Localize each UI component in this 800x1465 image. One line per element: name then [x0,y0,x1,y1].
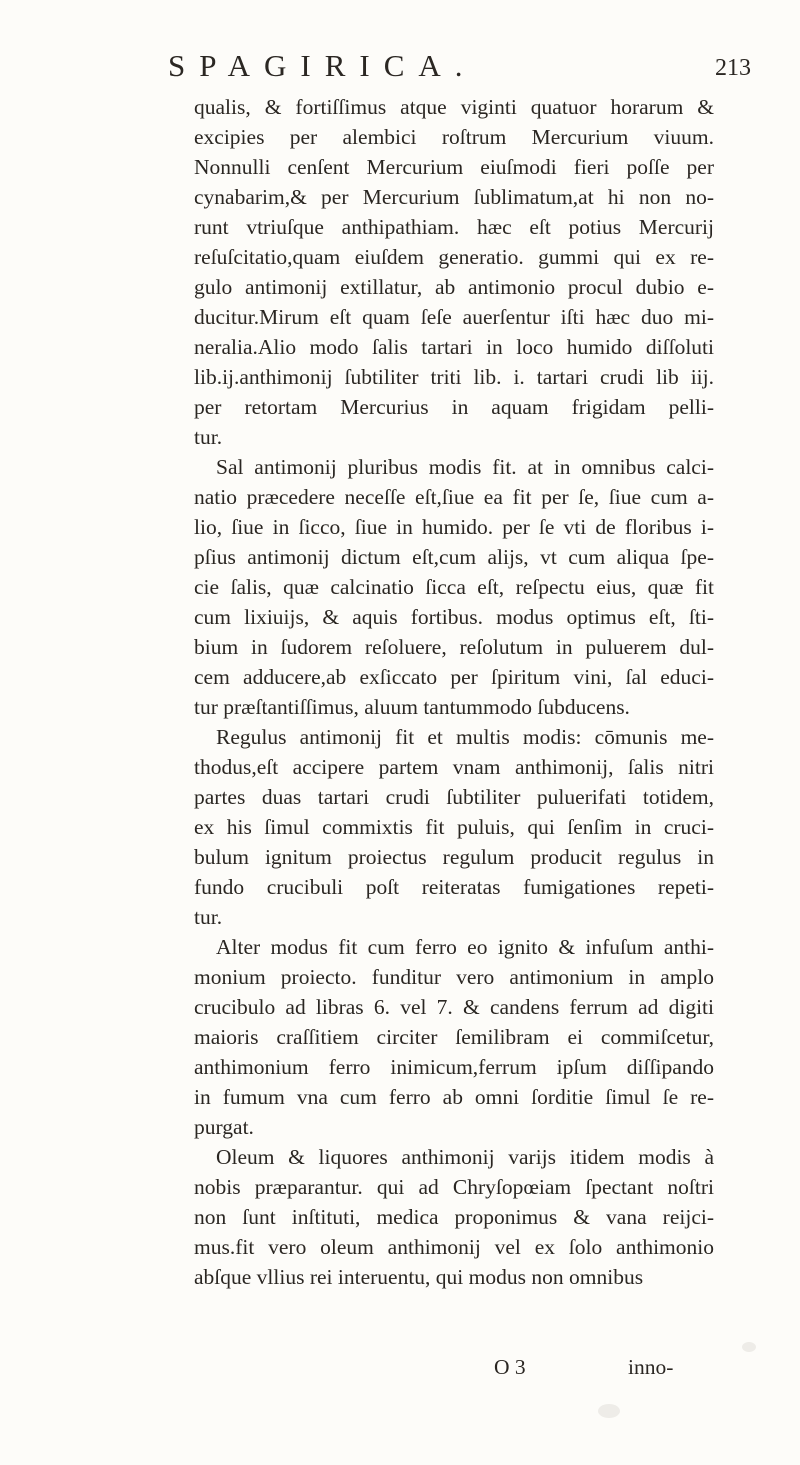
text-line: lio, ſiue in ſicco, ſiue in humido. per ſe vti de floribus i- [194,515,714,539]
text-line: bium in ſudorem reſoluere, reſolutum in puluerem dul- [194,635,714,659]
text-line: bulum ignitum proiectus regulum producit regulus in [194,845,714,869]
text-line: non ſunt inſtituti, medica proponimus & vana reijci- [194,1205,714,1229]
ink-stain [742,1342,756,1352]
text-line: natio præcedere neceſſe eſt,ſiue ea fit per ſe, ſiue cum a- [194,485,714,509]
text-line: cum lixiuijs, & aquis fortibus. modus optimus eſt, ſti- [194,605,714,629]
text-line: maioris craſſitiem circiter ſemilibram ei commiſcetur, [194,1025,714,1049]
text-line: Oleum & liquores anthimonij varijs itidem modis à [216,1145,714,1169]
text-line: neralia.Alio modo ſalis tartari in loco humido diſſoluti [194,335,714,359]
text-line: Nonnulli cenſent Mercurium eiuſmodi fieri poſſe per [194,155,714,179]
catchword: inno- [628,1355,674,1379]
text-line: gulo antimonij extillatur, ab antimonio procul dubio e- [194,275,714,299]
text-line: ducitur.Mirum eſt quam ſeſe auerſentur iſti hæc duo mi- [194,305,714,329]
text-line: qualis, & fortiſſimus atque viginti quatuor horarum & [194,95,714,119]
text-line: crucibulo ad libras 6. vel 7. & candens ferrum ad digiti [194,995,714,1019]
signature-mark: O 3 [494,1355,526,1379]
text-line: ex his ſimul commixtis fit puluis, qui ſenſim in cruci- [194,815,714,839]
text-line: Regulus antimonij fit et multis modis: cōmunis me- [216,725,714,749]
text-line: pſius antimonij dictum eſt,cum alijs, vt cum aliqua ſpe- [194,545,714,569]
text-line: Alter modus fit cum ferro eo ignito & infuſum anthi- [216,935,714,959]
text-line: tur præſtantiſſimus, aluum tantummodo ſubducens. [194,695,630,719]
text-line: cie ſalis, quæ calcinatio ſicca eſt, reſpectu eius, quæ fit [194,575,714,599]
text-line: reſuſcitatio,quam eiuſdem generatio. gummi qui ex re- [194,245,714,269]
text-line: tur. [194,425,223,449]
text-line: Sal antimonij pluribus modis fit. at in omnibus calci- [216,455,714,479]
text-line: purgat. [194,1115,254,1139]
text-line: in fumum vna cum ferro ab omni ſorditie ſimul ſe re- [194,1085,714,1109]
running-title: SPAGIRICA. [168,48,477,83]
text-line: monium proiecto. funditur vero antimonium in amplo [194,965,714,989]
text-line: cynabarim,& per Mercurium ſublimatum,at hi non no- [194,185,714,209]
text-line: thodus,eſt accipere partem vnam anthimonij, ſalis nitri [194,755,714,779]
text-line: fundo crucibuli poſt reiteratas fumigationes repeti- [194,875,714,899]
text-line: abſque vllius rei interuentu, qui modus non omnibus [194,1265,644,1289]
page-number: 213 [715,55,751,81]
text-line: excipies per alembici roſtrum Mercurium viuum. [194,125,714,149]
text-line: lib.ij.anthimonij ſubtiliter triti lib. i. tartari crudi lib iij. [194,365,714,389]
ink-stain [598,1404,620,1418]
text-line: nobis præparantur. qui ad Chryſopœiam ſpectant noſtri [194,1175,714,1199]
text-line: mus.fit vero oleum anthimonij vel ex ſolo anthimonio [194,1235,714,1259]
text-line: anthimonium ferro inimicum,ferrum ipſum diſſipando [194,1055,714,1079]
text-line: cem adducere,ab exſiccato per ſpiritum vini, ſal educi- [194,665,714,689]
page-footer [194,1352,714,1384]
body-text [194,92,714,1292]
text-line: partes duas tartari crudi ſubtiliter puluerifati totidem, [194,785,714,809]
text-line: runt vtriuſque anthipathiam. hæc eſt potius Mercurij [194,215,714,239]
page-header [0,46,800,86]
text-line: per retortam Mercurius in aquam frigidam pelli- [194,395,714,419]
text-line: tur. [194,905,223,929]
